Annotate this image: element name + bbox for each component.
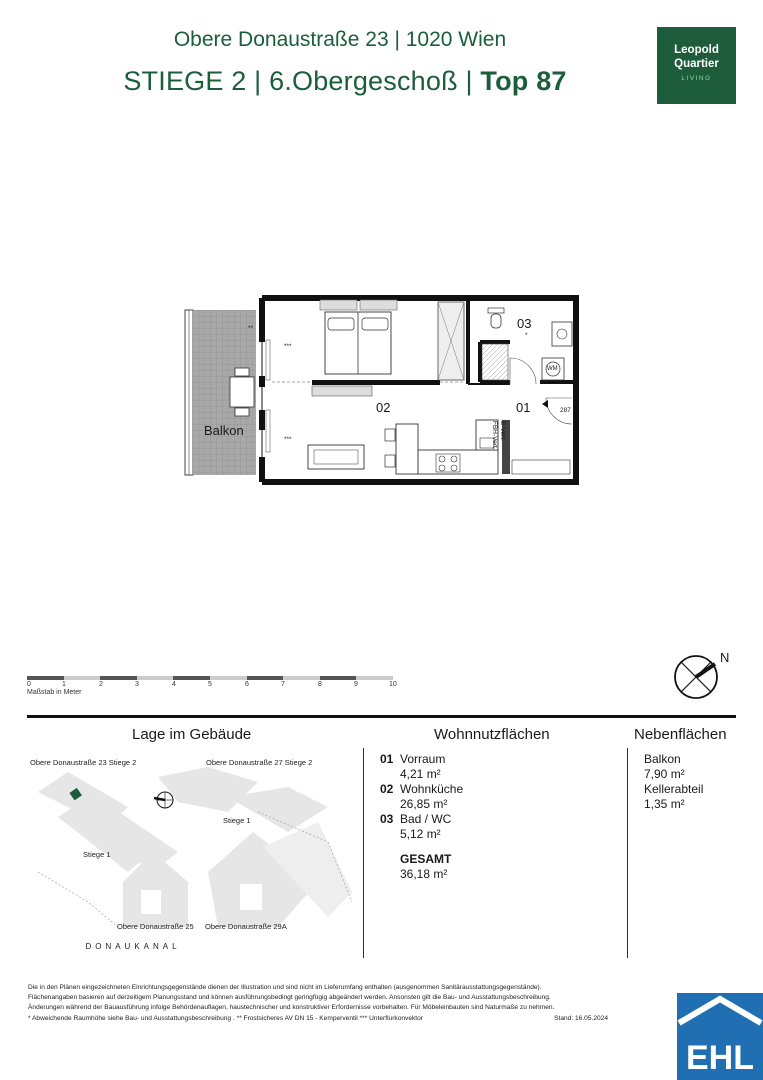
room-03-label: 03 (517, 316, 532, 331)
scale-tick: 2 (99, 681, 103, 688)
side-area-value: 1,35 m² (644, 797, 685, 811)
site-plan-drawing (28, 752, 352, 942)
area-value: 4,21 m² (400, 767, 441, 781)
frost-valve-note: ** (248, 325, 254, 332)
scale-tick: 9 (354, 681, 358, 688)
bath-sink (552, 322, 572, 346)
ev-label: E-Vert. (499, 421, 506, 441)
total-label: GESAMT (400, 852, 452, 866)
floor-plan (180, 292, 580, 492)
room-02-label: 02 (376, 400, 391, 415)
side-areas-list (644, 752, 744, 812)
north-label: N (720, 650, 730, 665)
area-value: 26,85 m² (400, 797, 448, 811)
convector-note-top: *** (284, 343, 292, 350)
leopold-quartier-logo (657, 27, 736, 104)
unit-prefix: STIEGE 2 | 6.Obergeschoß | (123, 66, 473, 96)
scale-caption: Maßstab in Meter (27, 689, 82, 696)
label-od23-stiege2: Obere Donaustraße 23 Stiege 2 (30, 758, 137, 767)
area-name: Bad / WC (400, 812, 452, 826)
compass (672, 650, 732, 700)
disclaimer-line: Änderungen während der Bauausführung infolge Behördenauflagen, haustechnischer und konstruktiver Erfordernisse vorbehalten. Für Möbeleinbauten sind Naturmaße zu nehmen. (28, 1004, 555, 1012)
site-plan (28, 752, 352, 960)
area-name: Vorraum (400, 752, 446, 766)
area-row (380, 752, 610, 767)
label-od29a: Obere Donaustraße 29A (205, 922, 287, 931)
room-height-note: * (525, 332, 528, 339)
disclaimer-line: * Abweichende Raumhöhe siehe Bau- und Ausstattungsbeschreibung . ** Frostsicheres AV DN 15 - Kemperventil *** Unterflurkonvektor (28, 1014, 423, 1022)
address-line: Obere Donaustraße 23 | 1020 Wien (173, 28, 507, 51)
label-stiege1-right: Stiege 1 (223, 816, 251, 825)
disclaimer-date: Stand: 16.05.2024 (554, 1014, 608, 1022)
area-row (380, 812, 610, 827)
dining-table (396, 424, 418, 474)
scale-tick: 10 (389, 681, 397, 688)
area-num: 03 (380, 812, 394, 826)
scale-tick: 6 (245, 681, 249, 688)
living-areas-title: Wohnnutzflächen (434, 726, 550, 743)
height-label: 287 (560, 407, 571, 414)
wm-label: WM (547, 366, 558, 372)
column-divider (627, 748, 628, 958)
partition-wall (312, 380, 440, 385)
area-num: 02 (380, 782, 394, 796)
side-area-value: 7,90 m² (644, 767, 685, 781)
disclaimer-line: Die in den Plänen eingezeichneten Einrichtungsgegenstände dienen der Illustration und sind nicht im Lieferumfang enthalten (ausgenommen Sanitärausstattungsgegenstände). (28, 984, 542, 991)
scale-tick: 8 (318, 681, 322, 688)
label-od25: Obere Donaustraße 25 (117, 922, 194, 931)
area-row (380, 782, 610, 797)
scale-tick: 5 (208, 681, 212, 688)
side-area-name: Kellerabteil (644, 782, 704, 796)
logo-line-2: Quartier (674, 58, 719, 70)
toilet (491, 314, 501, 328)
living-areas-list (380, 752, 610, 882)
scale-tick: 7 (281, 681, 285, 688)
fbh-label: FBH-Vert. (491, 421, 498, 450)
sideboard (312, 386, 372, 396)
column-divider (363, 748, 364, 958)
side-areas-title: Nebenflächen (634, 726, 727, 743)
unit-title (0, 66, 690, 97)
scale-tick: 0 (27, 681, 31, 688)
label-stiege1-left: Stiege 1 (83, 850, 111, 859)
area-num: 01 (380, 752, 394, 766)
area-value: 5,12 m² (400, 827, 441, 841)
disclaimer (28, 983, 608, 1024)
unit-top: Top 87 (480, 66, 567, 96)
balcony-label: Balkon (204, 423, 244, 438)
section-divider (27, 715, 736, 718)
label-od27-stiege2: Obere Donaustraße 27 Stiege 2 (206, 758, 313, 767)
logo-line-1: Leopold (674, 44, 719, 56)
side-area-name: Balkon (644, 752, 681, 766)
location-title: Lage im Gebäude (132, 726, 252, 743)
scale-tick: 4 (172, 681, 176, 688)
balcony-table (230, 377, 254, 407)
scale-tick: 1 (62, 681, 66, 688)
scale-tick: 3 (135, 681, 139, 688)
canal-label: DONAUKANAL (85, 942, 181, 951)
ehl-text: EHL (686, 1039, 754, 1077)
scale-bar (27, 676, 397, 706)
ehl-logo (677, 993, 763, 1080)
disclaimer-line: Flächenangaben basieren auf derzeitigem Planungsstand und können ausführungsbedingt geringfügig abgeändert werden. Ansonsten gilt die Bau- und Ausstattungsbeschreibung. (28, 994, 551, 1002)
area-name: Wohnküche (400, 782, 464, 796)
shower (482, 344, 508, 380)
logo-line-3: LIVING (681, 75, 712, 82)
room-01-label: 01 (516, 400, 531, 415)
total-value: 36,18 m² (400, 867, 448, 881)
convector-note-bottom: *** (284, 436, 292, 443)
ehl-house-icon (677, 993, 763, 1080)
